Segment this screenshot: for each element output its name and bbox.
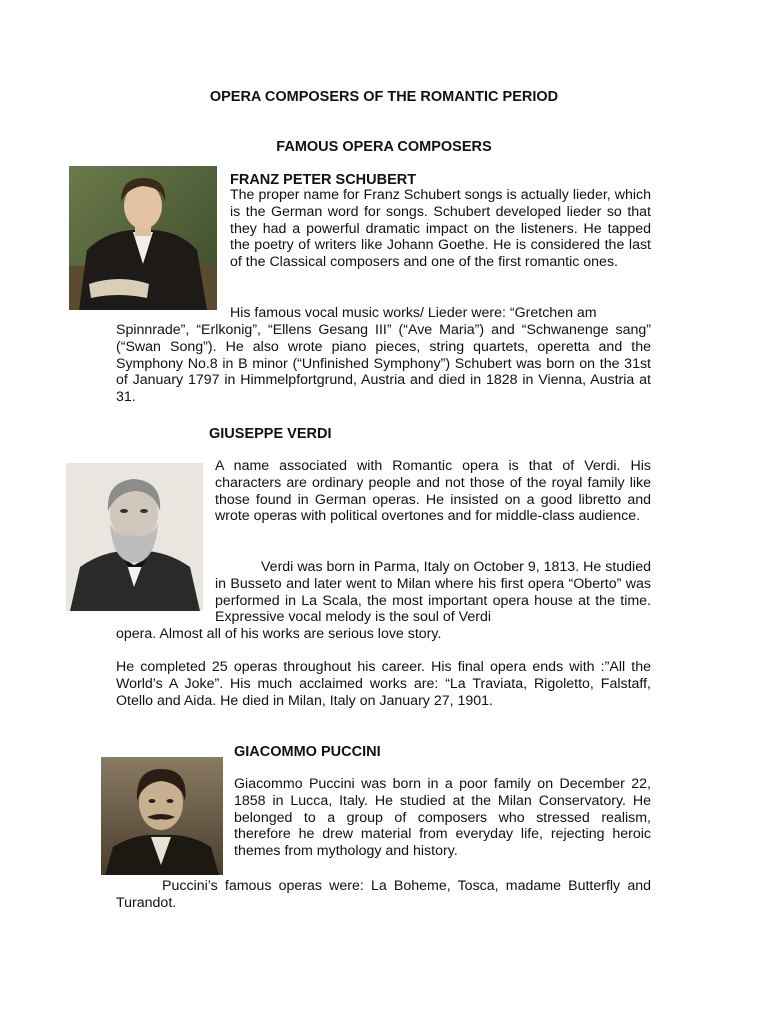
document-title: OPERA COMPOSERS OF THE ROMANTIC PERIOD xyxy=(209,89,559,105)
schubert-paragraph-2-rest: Spinnrade”, “Erlkonig”, “Ellens Gesang III” (“Ave Maria”) and “Schwanenge sang” (“Swan Song”). He also wrote piano pieces, string quartets, operetta and the Symphony No.8 in B minor (“Unfinished Symphony”) Schubert was born on the 31st of January 1797 in Himmelpfortgrund, Austria and died in 1828 in Vienna, Austria at 31. xyxy=(116,322,651,406)
document-subtitle: FAMOUS OPERA COMPOSERS xyxy=(276,139,492,155)
schubert-paragraph-1: The proper name for Franz Schubert songs is actually lieder, which is the German word for songs. Schubert developed lieder so that they had a powerful dramatic impact on the listeners. He tapped the poetry of writers like Johann Goethe. He is considered the last of the Classical composers and one of the first romantic ones. xyxy=(230,187,651,271)
puccini-portrait xyxy=(101,757,223,875)
schubert-paragraph-2-top: His famous vocal music works/ Lieder were: “Gretchen am xyxy=(230,305,597,321)
verdi-portrait xyxy=(66,463,203,611)
verdi-paragraph-3: He completed 25 operas throughout his career. His final opera ends with :”All the World’s A Joke”. His much acclaimed works are: “La Traviata, Rigoletto, Falstaff, Otello and Aida. He died in Milan, Italy on January 27, 1901. xyxy=(116,659,651,709)
verdi-heading: GIUSEPPE VERDI xyxy=(209,426,332,442)
schubert-portrait xyxy=(69,166,217,310)
puccini-heading: GIACOMMO PUCCINI xyxy=(234,744,381,760)
schubert-heading: FRANZ PETER SCHUBERT xyxy=(230,172,417,188)
puccini-paragraph-2: Puccini’s famous operas were: La Boheme, Tosca, madame Butterfly and Turandot. xyxy=(116,878,651,911)
verdi-paragraph-2-tail: opera. Almost all of his works are serious love story. xyxy=(116,626,442,642)
puccini-paragraph-1: Giacommo Puccini was born in a poor family on December 22, 1858 in Lucca, Italy. He studied at the Milan Conservatory. He belonged to a group of composers who stressed realism, therefore he drew material from everyday life, rejecting heroic themes from mythology and history. xyxy=(234,776,651,860)
verdi-paragraph-2: Verdi was born in Parma, Italy on October 9, 1813. He studied in Busseto and later went to Milan where his first opera “Oberto” was performed in La Scala, the most important opera house at the time. Expressive vocal melody is the soul of Verdi xyxy=(215,559,651,626)
verdi-paragraph-1: A name associated with Romantic opera is that of Verdi. His characters are ordinary people and not those of the royal family like those found in German operas. He insisted on a good libretto and wrote operas with political overtones and for middle-class audience. xyxy=(215,458,651,525)
